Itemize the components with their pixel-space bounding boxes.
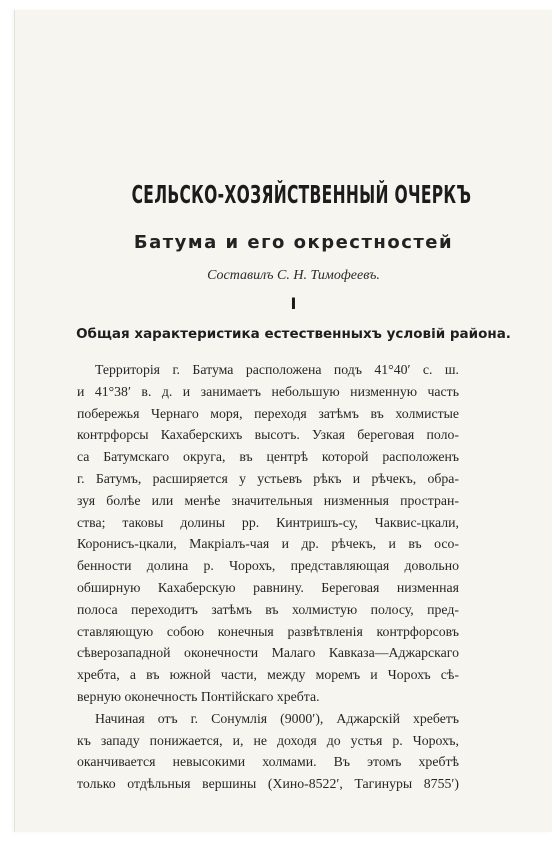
section-heading: Общая характеристика естественныхъ условій района. bbox=[76, 326, 511, 342]
text-line: зуя болѣе или менѣе значительныя низменныя простран- bbox=[77, 492, 459, 508]
text-line: обширную Кахаберскую равнину. Береговая низменная bbox=[77, 579, 459, 595]
text-line: побережья Чернаго моря, переходя затѣмъ въ холмистые bbox=[77, 405, 459, 421]
text-line: хребта, а въ южной части, между моремъ и Чорохъ сѣ- bbox=[77, 667, 459, 683]
text-line: г. Батумъ, расширяется у устьевъ рѣкъ и рѣчекъ, обра- bbox=[77, 470, 459, 486]
text-line: ставляющую собою конечныя развѣтвленія контрфорсовъ bbox=[77, 623, 459, 639]
text-line: Начиная отъ г. Сонумлія (9000′), Аджарскій хребетъ bbox=[95, 710, 459, 726]
text-line: сѣверозападной оконечности Малаго Кавказа—Аджарскаго bbox=[77, 645, 459, 661]
book-page bbox=[14, 10, 552, 832]
text-line: контрфорсы Кахаберскихъ высотъ. Узкая береговая поло- bbox=[77, 427, 459, 443]
author-line: Составилъ С. Н. Тимофеевъ. bbox=[207, 268, 380, 283]
text-line: полоса переходитъ затѣмъ въ холмистую полосу, пред- bbox=[77, 601, 459, 617]
body-text bbox=[77, 359, 459, 795]
text-line: Коронисъ-цкали, Макріалъ-чая и др. рѣчекъ, и въ осо- bbox=[77, 536, 459, 552]
text-line: и 41°38′ в. д. и занимаетъ небольшую низменную часть bbox=[77, 383, 459, 399]
section-number: I bbox=[290, 294, 297, 313]
text-line: Территорія г. Батума расположена подъ 41°40′ с. ш. bbox=[95, 362, 459, 377]
page-subtitle: Батума и его окрестностей bbox=[133, 232, 454, 253]
text-line: оканчивается невысокими холмами. Въ этомъ хребтѣ bbox=[77, 754, 459, 770]
text-line: ства; таковы долины рр. Кинтришъ-су, Чаквис-цкали, bbox=[77, 514, 459, 530]
text-line: къ западу понижается, и, не доходя до устья р. Чорохъ, bbox=[77, 732, 459, 748]
text-line: са Батумскаго округа, въ центрѣ которой расположенъ bbox=[77, 449, 459, 465]
text-line: верную оконечность Понтійскаго хребта. bbox=[77, 688, 320, 704]
text-line: только отдѣльныя вершины (Хино-8522′, Тагинуры 8755′) bbox=[77, 776, 459, 792]
page-title: СЕЛЬСКО-ХОЗЯЙСТВЕННЫЙ ОЧЕРКЪ bbox=[131, 180, 472, 209]
text-line: бенности долина р. Чорохъ, представляющая довольно bbox=[77, 558, 459, 574]
